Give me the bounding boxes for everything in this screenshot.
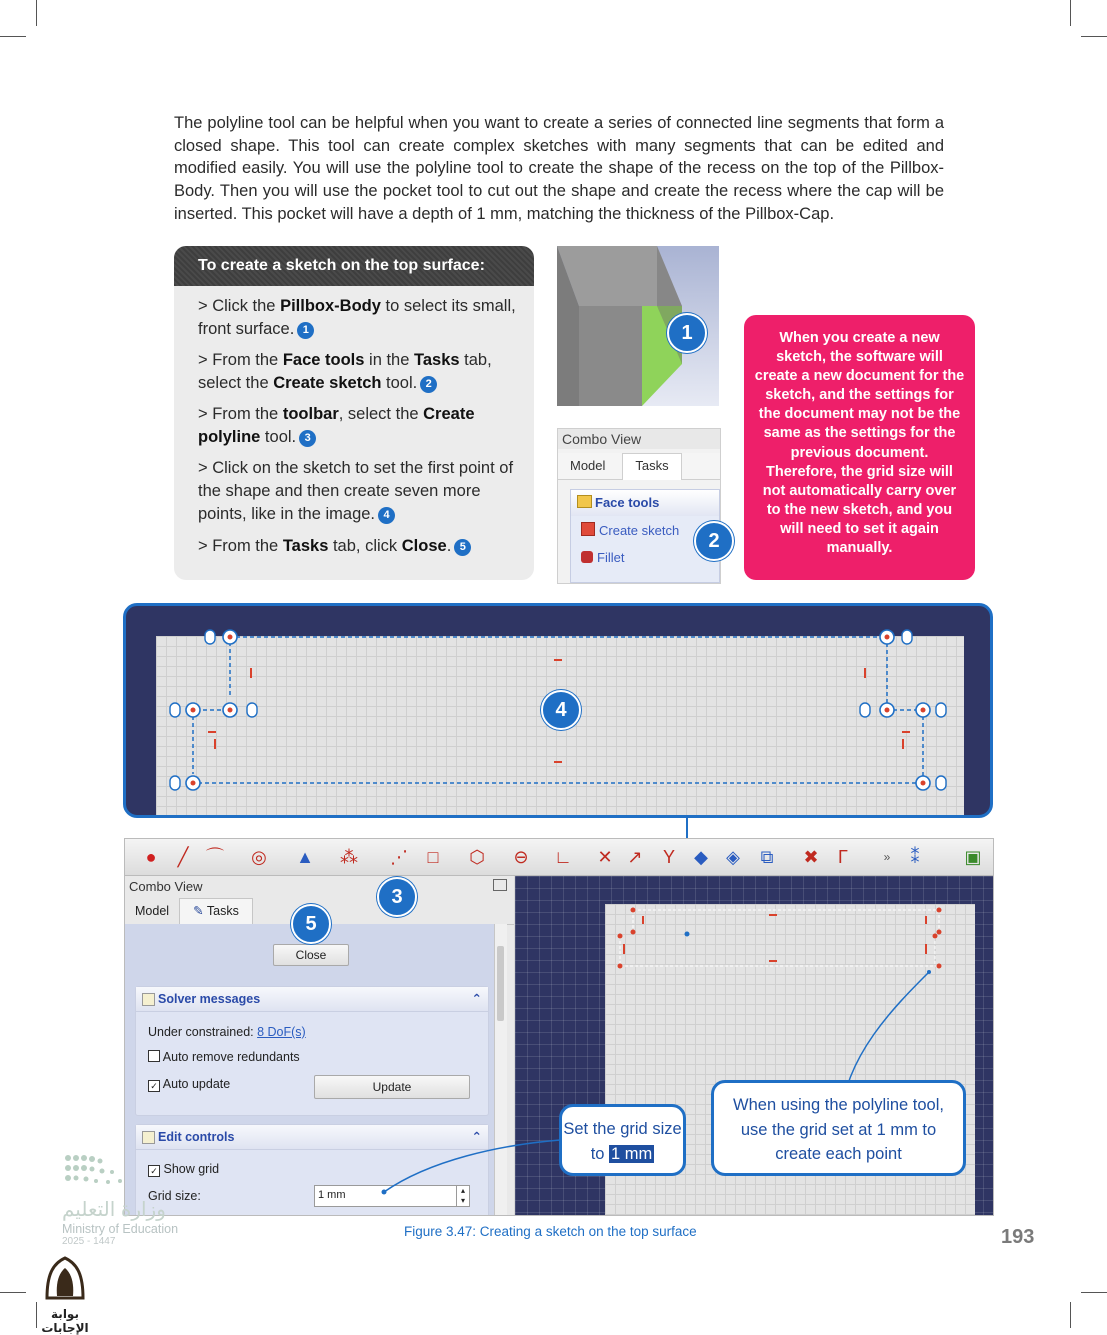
ministry-arabic: وزارة التعليم [62, 1199, 166, 1221]
polyline-tool-icon[interactable]: ⋰ [390, 847, 408, 867]
auto-update-row[interactable]: ✓ Auto update [148, 1077, 230, 1092]
ministry-dots-icon [62, 1150, 132, 1190]
show-grid-row[interactable]: ✓ Show grid [148, 1162, 219, 1177]
steps-title: To create a sketch on the top surface: [174, 246, 534, 286]
combo-view-title: Combo View [129, 879, 203, 894]
grid-size-callout: Set the grid size to 1 mm [559, 1104, 686, 1176]
ministry-logo [62, 1150, 178, 1247]
conic-tool-icon[interactable]: ▲ [296, 847, 314, 867]
folder-icon [577, 495, 592, 508]
grid-size-input[interactable]: 1 mm ▴ ▾ [314, 1185, 470, 1207]
step-4: > Click on the sketch to set the first point of the shape and then create seven more points, like in the image. 4 [198, 459, 514, 523]
carbon-copy-icon[interactable]: ◈ [726, 847, 740, 867]
step-2: > From the Face tools in the Tasks tab, select the Create sketch tool. 2 [198, 351, 492, 392]
external-geometry-icon[interactable]: ◆ [694, 847, 708, 867]
fillet-icon [581, 551, 593, 563]
step-number-badge: 4 [378, 507, 395, 524]
crop-mark [1081, 1292, 1107, 1293]
sketch-icon [142, 1131, 155, 1144]
page-number: 193 [1001, 1226, 1035, 1248]
figure-caption: Figure 3.47: Creating a sketch on the top surface [404, 1224, 697, 1239]
crop-mark [0, 36, 26, 37]
crop-mark [1070, 1302, 1071, 1328]
callout-number-1: 1 [667, 313, 707, 353]
crop-mark [36, 0, 37, 26]
collapse-icon[interactable]: ⌃ [471, 1130, 482, 1144]
update-button[interactable]: Update [314, 1075, 470, 1099]
grid-size-label: Grid size: [148, 1189, 201, 1203]
tab-tasks[interactable]: ✎ Tasks [179, 898, 253, 925]
constraint-icon[interactable]: Γ [838, 847, 848, 867]
step-number-badge: 5 [454, 539, 471, 556]
slot-tool-icon[interactable]: ⊖ [513, 847, 529, 867]
pencil-icon: ✎ [193, 904, 204, 918]
sketch-view-panel [123, 603, 993, 818]
trim-tool-icon[interactable]: ✕ [597, 847, 613, 867]
crop-mark [1070, 0, 1071, 26]
sketch-tools-icon[interactable]: ⁑ [910, 847, 920, 867]
info-note: When you create a new sketch, the software will create a new document for the sketch, and the settings for the document may not be the same as the settings for the previous document. Therefore, the grid size will not automatically carry over to the new sketch, and you will need to set it again manually. [744, 315, 975, 580]
leave-sketch-icon[interactable]: ▣ [964, 847, 982, 867]
grid-size-highlight: 1 mm [611, 1144, 653, 1163]
extend-tool-icon[interactable]: ↗ [627, 847, 643, 867]
scrollbar[interactable] [494, 924, 507, 1215]
tab-model[interactable]: Model [570, 458, 606, 473]
close-button[interactable]: Close [273, 944, 349, 966]
combo-view-small [557, 428, 721, 584]
sketcher-toolbar [125, 839, 993, 876]
edit-controls-header[interactable]: Edit controls ⌃ [136, 1125, 488, 1150]
undock-icon[interactable] [493, 879, 507, 891]
step-1: > Click the Pillbox-Body to select its small, front surface. 1 [198, 297, 516, 338]
step-number-badge: 1 [297, 322, 314, 339]
split-tool-icon[interactable]: Y [662, 847, 675, 867]
portal-emblem-icon [30, 1254, 100, 1302]
checkbox-checked-icon[interactable]: ✓ [148, 1080, 160, 1092]
arc-tool-icon[interactable]: ⌒ [206, 847, 224, 867]
create-sketch-item[interactable]: Create sketch [571, 516, 719, 546]
crop-mark [0, 1292, 26, 1293]
fillet-tool-icon[interactable]: ∟ [554, 847, 572, 867]
step-number-badge: 3 [299, 430, 316, 447]
dofs-link[interactable]: 8 DoF(s) [257, 1025, 306, 1039]
step-5: > From the Tasks tab, click Close. 5 [198, 535, 518, 558]
portal-logo [30, 1254, 100, 1335]
solver-messages-header[interactable]: Solver messages ⌃ [136, 987, 488, 1012]
auto-remove-row[interactable]: Auto remove redundants [148, 1050, 300, 1064]
step-number-badge: 2 [420, 376, 437, 393]
checkbox-icon[interactable] [148, 1050, 160, 1062]
bspline-tool-icon[interactable]: ⁂ [340, 847, 358, 867]
more-icon[interactable]: » [883, 850, 891, 864]
collapse-icon[interactable]: ⌃ [471, 992, 482, 1006]
sketch-icon [581, 522, 595, 536]
crop-mark [1081, 36, 1107, 37]
step-3: > From the toolbar, select the Create polyline tool. 3 [198, 405, 475, 446]
polyline-tip-callout: When using the polyline tool, use the grid set at 1 mm to create each point [711, 1080, 966, 1176]
callout-number-5: 5 [291, 904, 331, 944]
ministry-years: 2025 - 1447 [62, 1236, 116, 1247]
circle-tool-icon[interactable]: ◎ [251, 847, 267, 867]
spinner-icon[interactable]: ▴ ▾ [456, 1186, 469, 1206]
tab-tasks[interactable]: Tasks [622, 453, 682, 480]
fillet-item[interactable]: Fillet [571, 546, 719, 574]
construction-mode-icon[interactable]: ⧉ [760, 847, 774, 867]
delete-constraints-icon[interactable]: ✖ [803, 847, 819, 867]
callout-number-2: 2 [694, 521, 734, 561]
checkbox-checked-icon[interactable]: ✓ [148, 1165, 160, 1177]
point-tool-icon[interactable]: ● [145, 847, 157, 867]
rectangle-tool-icon[interactable]: □ [427, 847, 439, 867]
intro-paragraph: The polyline tool can be helpful when you want to create a series of connected line segments that form a closed shape. This tool can create complex sketches with many segments that can be edited and modified easily. You will use the polyline tool to create the shape of the recess on the top of the Pillbox-Body. Then you will use the pocket tool to cut out the shape and create the recess where the cap will be inserted. This pocket will have a depth of 1 mm, matching the thickness of the Pillbox-Cap. [174, 114, 944, 223]
portal-name: بوابة الإجابات [41, 1307, 89, 1335]
under-constrained-label: Under constrained: 8 DoF(s) [148, 1025, 306, 1039]
edit-controls-section [135, 1124, 489, 1216]
solver-messages-section [135, 986, 489, 1116]
steps-box [174, 246, 534, 580]
callout-number-3: 3 [377, 877, 417, 917]
tab-model[interactable]: Model [135, 904, 170, 918]
callout-number-4: 4 [541, 690, 581, 730]
combo-view-title: Combo View [558, 429, 720, 449]
polygon-tool-icon[interactable]: ⬡ [469, 847, 485, 867]
sketch-icon [142, 993, 155, 1006]
ministry-english: Ministry of Education [62, 1222, 179, 1236]
face-tools-header: Face tools [571, 490, 719, 516]
line-tool-icon[interactable]: ╱ [177, 847, 189, 867]
